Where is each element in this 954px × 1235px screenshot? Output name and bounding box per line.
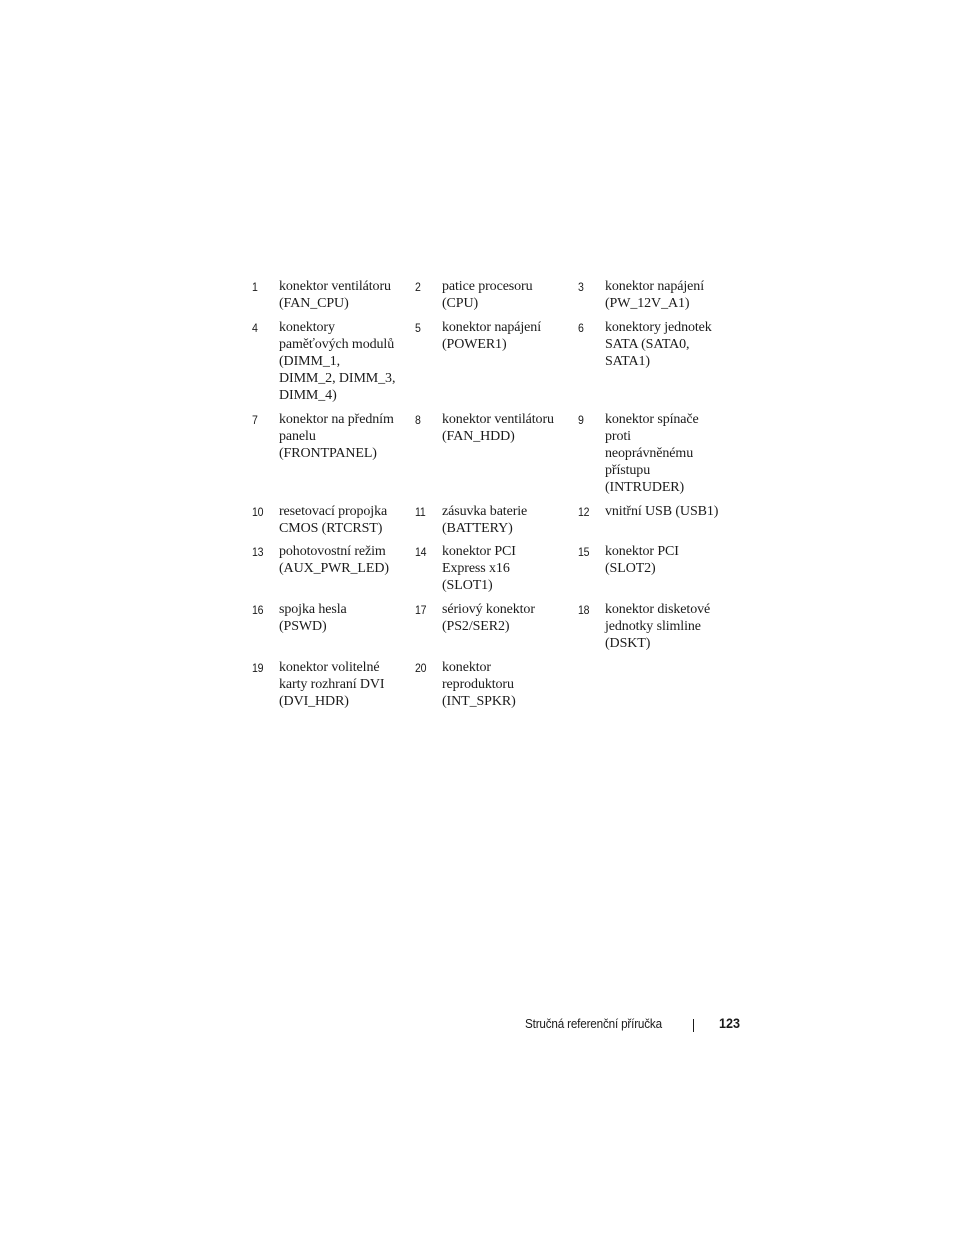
legend-row	[252, 601, 752, 659]
legend-item-label: konektor volitelné karty rozhraní DVI (DVI_HDR)	[279, 660, 385, 709]
page-number: 123	[719, 1015, 741, 1031]
legend-item	[578, 411, 741, 496]
legend-item-label: patice procesoru (CPU)	[442, 279, 533, 311]
footer-document-title: Stručná referenční příručka	[525, 1016, 662, 1031]
legend-item	[578, 319, 741, 370]
legend-item-number: 9	[578, 413, 584, 427]
legend-row	[252, 503, 752, 543]
legend-item-label: konektor napájení (POWER1)	[442, 320, 541, 352]
footer-divider	[693, 1019, 694, 1032]
legend-item	[252, 659, 415, 710]
legend-item	[252, 601, 415, 635]
legend-item-number: 4	[252, 321, 258, 335]
legend-row	[252, 278, 752, 319]
legend-item-label: konektor PCI Express x16 (SLOT1)	[442, 544, 516, 593]
legend-item-label: konektor disketové jednotky slimline (DSKT)	[605, 602, 711, 651]
legend-item-label: konektor spínače proti neoprávněnému přístupu (INTRUDER)	[605, 412, 699, 495]
legend-item-number: 5	[415, 321, 421, 335]
legend-item-label: vnitřní USB (USB1)	[605, 504, 719, 519]
legend-item	[415, 503, 578, 537]
legend-item	[252, 319, 415, 404]
legend-item-label: sériový konektor (PS2/SER2)	[442, 602, 535, 634]
legend-row	[252, 659, 752, 719]
legend-item	[578, 503, 741, 521]
legend-item-label: konektory jednotek SATA (SATA0, SATA1)	[605, 320, 712, 369]
legend-item-label: konektor ventilátoru (FAN_HDD)	[442, 412, 554, 444]
legend-item	[578, 278, 741, 312]
legend-item	[415, 543, 578, 594]
legend-item-label: konektory paměťových modulů (DIMM_1, DIMM_2, DIMM_3, DIMM_4)	[279, 320, 396, 403]
legend-item	[252, 411, 415, 462]
legend-item-number: 3	[578, 280, 584, 294]
connector-legend-table	[252, 278, 752, 719]
legend-item-number: 20	[415, 661, 427, 675]
legend-item	[415, 411, 578, 445]
legend-row	[252, 411, 752, 503]
legend-item-number: 6	[578, 321, 584, 335]
legend-item	[415, 278, 578, 312]
legend-item-number: 10	[252, 505, 264, 519]
legend-item-number: 12	[578, 505, 590, 519]
legend-item-number: 1	[252, 280, 258, 294]
legend-item-label: spojka hesla (PSWD)	[279, 602, 347, 634]
legend-item-label: pohotovostní režim (AUX_PWR_LED)	[279, 544, 389, 576]
legend-item-number: 13	[252, 545, 264, 559]
legend-item-label: konektor PCI (SLOT2)	[605, 544, 679, 576]
legend-item	[578, 543, 741, 577]
legend-item-number: 7	[252, 413, 258, 427]
legend-row	[252, 543, 752, 601]
legend-item	[578, 601, 741, 652]
legend-item-number: 18	[578, 603, 590, 617]
legend-item	[415, 601, 578, 635]
legend-item-label: konektor napájení (PW_12V_A1)	[605, 279, 704, 311]
legend-item-label: konektor na předním panelu (FRONTPANEL)	[279, 412, 394, 461]
legend-item	[415, 659, 578, 710]
legend-item-number: 17	[415, 603, 427, 617]
legend-item-number: 14	[415, 545, 427, 559]
legend-item-number: 15	[578, 545, 590, 559]
legend-item	[252, 543, 415, 577]
legend-row	[252, 319, 752, 411]
legend-item-number: 16	[252, 603, 264, 617]
legend-item-label: zásuvka baterie (BATTERY)	[442, 504, 528, 536]
legend-item-number: 19	[252, 661, 264, 675]
legend-item-label: resetovací propojka CMOS (RTCRST)	[279, 504, 388, 536]
legend-item-number: 11	[415, 505, 426, 519]
legend-item-number: 8	[415, 413, 421, 427]
legend-item-label: konektor reproduktoru (INT_SPKR)	[442, 660, 516, 709]
legend-item	[252, 503, 415, 537]
legend-item-label: konektor ventilátoru (FAN_CPU)	[279, 279, 391, 311]
legend-item-number: 2	[415, 280, 421, 294]
page-footer	[525, 1014, 745, 1036]
legend-item	[252, 278, 415, 312]
legend-item	[415, 319, 578, 353]
